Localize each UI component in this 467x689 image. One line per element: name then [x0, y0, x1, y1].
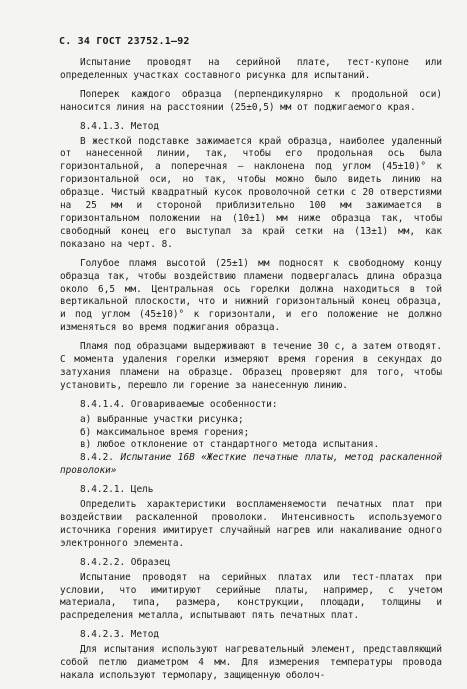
test-name: Испытание 16В «Жесткие печатные платы, метод раскаленной проволоки» [60, 452, 443, 477]
section-heading: 8.4.2.3. Метод [80, 629, 160, 641]
paragraph: Пламя под образцами выдерживают в течение 30 с, а затем отводят. С момента удаления горелки измеряют время горения в секундах до затухания пламени на образце. Образец проверяют для того, чтобы установить, перешло ли горение за нанесенную линию. [60, 341, 442, 391]
section-heading: 8.4.2.2. Образец [80, 556, 171, 568]
list-item: в) любое отклонение от стандартного метода испытания. [80, 439, 380, 451]
document-body [60, 57, 442, 689]
test-title [60, 452, 442, 478]
paragraph: Определить характеристики воспламеняемости печатных плат при воздействии раскаленной проволоки. Интенсивность используемого источника горения имитирует случайный нагрев или накаливание одного электронного элемента. [60, 499, 442, 549]
section-heading: 8.4.1.4. Оговариваемые особенности: [80, 398, 278, 410]
list-item: а) выбранные участки рисунка; [80, 413, 244, 425]
page-header: С. 34 ГОСТ 23752.1—92 [59, 36, 190, 47]
paragraph: Поперек каждого образца (перпендикулярно к продольной оси) наносится линия на расстоянии (25±0,5) мм от поджигаемого края. [60, 88, 442, 113]
paragraph: Для испытания используют нагревательный элемент, представляющий собой петлю диаметром 4 мм. Для измерения температуры провода накала используют термопару, защищенную оболоч- [60, 644, 442, 681]
section-heading: 8.4.1.3. Метод [80, 120, 160, 132]
list-item: б) максимальное время горения; [80, 426, 250, 438]
test-number: 8.4.2. [80, 452, 121, 464]
section-heading: 8.4.2.1. Цель [80, 484, 154, 496]
paragraph: Голубое пламя высотой (25±1) мм подносят к свободному концу образца так, чтобы воздействию пламени подвергалась длина образца около 6,5 мм. Центральная ось горелки должна находиться в той вертикальной плоскости, что и нижний горизонтальный конец образца, и под углом (45±10)° к горизонтали, и его положение не должно изменяться во время поджигания образца. [60, 257, 442, 334]
paragraph: В жесткой подставке зажимается край образца, наиболее удаленный от нанесенной линии, так, чтобы его продольная ось была горизонтальной, а поперечная — наклонена под углом (45±10)° к горизонтальной оси, но так, чтобы можно было видеть линию на образце. Чистый квадратный кусок проволочной сетки с 20 отверстиями на 25 мм и стороной приблизительно 100 мм зажимается в горизонтальном положении на (10±1) мм ниже образца так, чтобы свободный конец его выступал за край сетки на (13±1) мм, как показано на черт. 8. [60, 135, 442, 250]
paragraph: Испытание проводят на серийной плате, тест-купоне или определенных участках составного рисунка для испытаний. [60, 57, 442, 81]
paragraph: Испытание проводят на серийных платах или тест-платах при условии, что имитируют серийные платы, например, с учетом материала, типа, размера, конструкции, площади, толщины и распределения металла, испытывают пять печатных плат. [60, 571, 442, 622]
